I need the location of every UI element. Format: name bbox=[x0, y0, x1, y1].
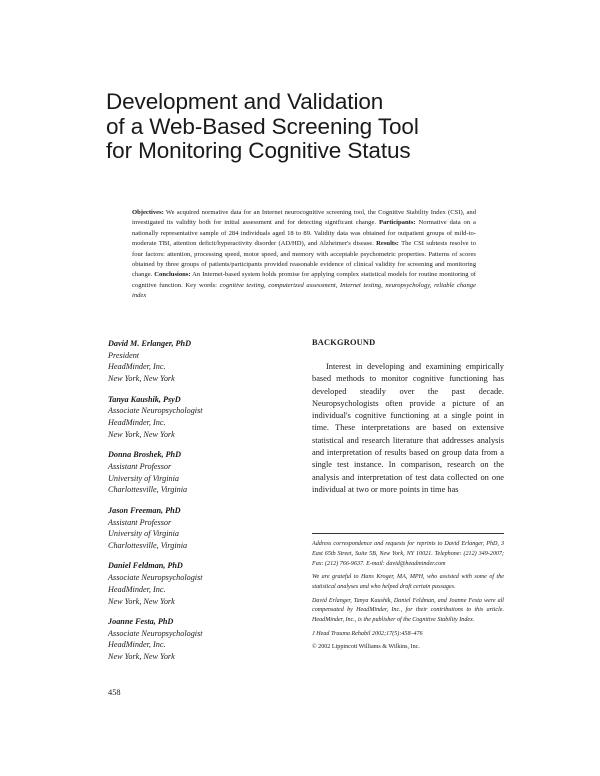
participants-label: Participants: bbox=[378, 219, 416, 227]
footnotes bbox=[312, 533, 504, 653]
author-location: Charlottesville, Virginia bbox=[108, 485, 188, 495]
author-location: Charlottesville, Virginia bbox=[108, 540, 188, 550]
title-line-3: for Monitoring Cognitive Status bbox=[106, 138, 411, 163]
author-entry bbox=[108, 505, 288, 552]
disclosure-note: David Erlanger, Tanya Kaushik, Daniel Feldman, and Joanne Festa were all compensated by HeadMinder, Inc., for their contributions to this article. HeadMinder, Inc., is the publisher of the Cognitive Stability Index. bbox=[312, 597, 504, 624]
section-heading: BACKGROUND bbox=[312, 338, 376, 347]
author-affiliation: HeadMinder, Inc. bbox=[108, 640, 166, 650]
author-title: Associate Neuropsychologist bbox=[108, 406, 203, 416]
participants-text: Normative data on a nationally representative sample of 284 individuals aged 18 to 89. Validity data was obtained for outpatient groups of mild-to-moderate TBI, attention deficit/hyperactivity disorder (AD/HD), and Alzheimer's disease. bbox=[132, 219, 476, 248]
author-affiliation: HeadMinder, Inc. bbox=[108, 584, 166, 594]
author-location: New York, New York bbox=[108, 374, 175, 384]
author-entry bbox=[108, 449, 288, 496]
page-number: 458 bbox=[108, 688, 121, 697]
journal-citation: J Head Trauma Rehabil 2002;17(5):458–476 bbox=[312, 630, 423, 637]
objectives-text: We acquired normative data for an Internet neurocognitive screening tool, the Cognitive Stability Index (CSI), and investigated its validity both for initial assessment and for detecting significant change. bbox=[132, 209, 476, 227]
author-entry bbox=[108, 560, 288, 607]
results-label: Results: bbox=[376, 240, 399, 248]
article-title bbox=[106, 90, 546, 164]
author-entry bbox=[108, 394, 288, 441]
correspondence-note: Address correspondence and requests for reprints to David Erlanger, PhD, 3 East 65th Street, Suite 5B, New York, NY 10021. Telephone: (212) 349-2007; Fax: (212) 766-9637. E-mail: david@headminder.com bbox=[312, 541, 504, 567]
author-name: Tanya Kaushik, PsyD bbox=[108, 394, 181, 404]
copyright-notice: © 2002 Lippincott Williams & Wilkins, Inc. bbox=[312, 644, 420, 651]
title-line-1: Development and Validation bbox=[106, 89, 384, 114]
conclusions-text: An Internet-based system holds promise for applying complex statistical models for routine monitoring of cognitive function. Key words: bbox=[132, 271, 476, 289]
author-name: Joanne Festa, PhD bbox=[108, 617, 174, 627]
abstract bbox=[132, 208, 476, 302]
objectives-label: Objectives: bbox=[132, 209, 164, 216]
author-location: New York, New York bbox=[108, 429, 175, 439]
author-name: Daniel Feldman, PhD bbox=[108, 561, 183, 571]
acknowledgment-note: We are grateful to Hans Kroger, MA, MPH, who assisted with some of the statistical analyses and who helped draft certain passages. bbox=[312, 574, 504, 591]
author-name: David M. Erlanger, PhD bbox=[108, 339, 192, 348]
title-line-2: of a Web-Based Screening Tool bbox=[106, 113, 419, 139]
author-name: Donna Broshek, PhD bbox=[108, 450, 182, 460]
author-title: Associate Neuropsychologist bbox=[108, 573, 203, 583]
author-location: New York, New York bbox=[108, 652, 175, 662]
author-name: Jason Freeman, PhD bbox=[108, 505, 181, 515]
background-paragraph: Interest in developing and examining empirically based methods to monitor cognitive functioning has developed steadily over the past decade. Neuropsychologists often provide a picture of an individual's cognitive functioning at a single point in time. These interpretations are based on extensive statistical and research literature that addresses analysis and interpretation of results based on group data from a single test instance. In comparison, research on the analysis and interpretation of test data collected on one individual at two or more points in time has bbox=[312, 362, 504, 494]
conclusions-label: Conclusions: bbox=[154, 271, 191, 279]
author-affiliation: HeadMinder, Inc. bbox=[108, 418, 166, 428]
author-title: Assistant Professor bbox=[108, 517, 172, 527]
background-section bbox=[312, 338, 504, 496]
author-entry bbox=[108, 338, 288, 385]
author-title: President bbox=[108, 350, 140, 360]
author-affiliation: HeadMinder, Inc. bbox=[108, 362, 166, 372]
author-entry bbox=[108, 616, 288, 663]
author-list bbox=[108, 338, 288, 672]
author-affiliation: University of Virginia bbox=[108, 529, 179, 539]
author-title: Associate Neuropsychologist bbox=[108, 628, 203, 638]
author-location: New York, New York bbox=[108, 596, 175, 606]
author-affiliation: University of Virginia bbox=[108, 473, 179, 483]
results-text: The CSI subtests resolve to four factors: attention, processing speed, motor speed, and memory with acceptable psychometric properties. Patterns of scores obtained by three groups of patients/participants provided reasonable evidence of clinical validity for screening and monitoring change. bbox=[132, 240, 476, 279]
keywords: cognitive testing, computerized assessment, Internet testing, neuropsychology, reliable change index bbox=[132, 281, 477, 300]
author-title: Assistant Professor bbox=[108, 461, 172, 471]
